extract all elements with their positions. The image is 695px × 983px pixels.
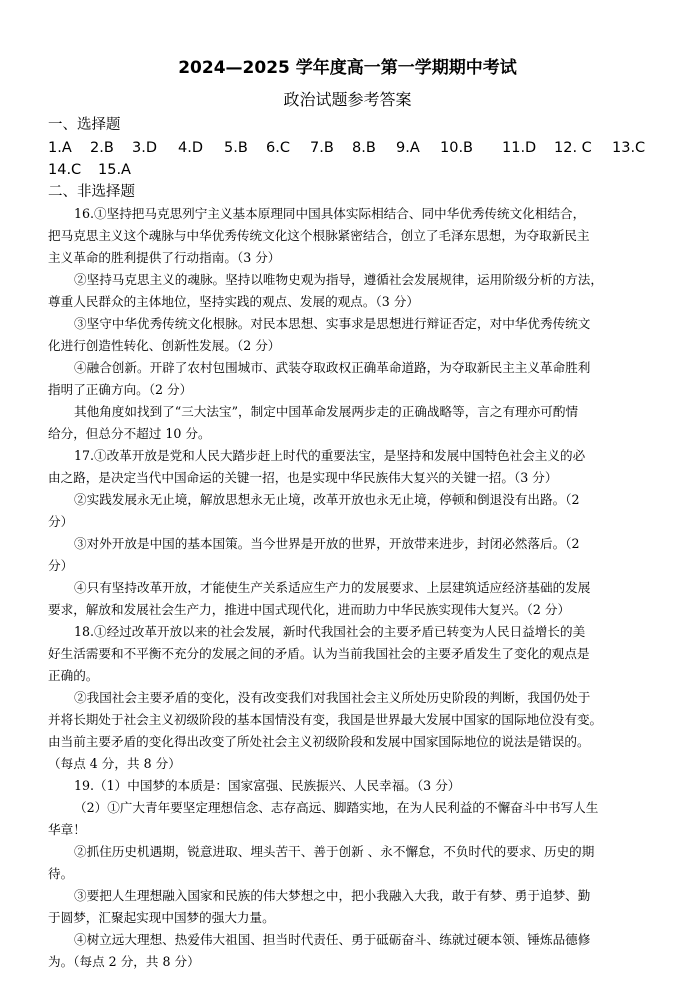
answer-text-line: 由之路，是决定当代中国命运的关键一招，也是实现中华民族伟大复兴的关键一招。（3 分） (48, 470, 558, 485)
answer-text-line: 好生活需要和不平衡不充分的发展之间的矛盾。认为当前我国社会的主要矛盾发生了变化的观点是 (48, 646, 590, 661)
mc-answer: 6.C (266, 140, 290, 156)
answer-text-line: ③要把人生理想融入国家和民族的伟大梦想之中，把小我融入大我，敢于有梦、勇于追梦、勤 (74, 888, 591, 903)
mc-answer: 5.B (224, 140, 248, 156)
answer-text-line: 由当前主要矛盾的变化得出改变了所处社会主义初级阶段和发展中国家国际地位的说法是错误的。 (48, 734, 590, 749)
answer-text-line: ③对外开放是中国的基本国策。当今世界是开放的世界，开放带来进步，封闭必然落后。（2 (74, 536, 580, 551)
answer-text-line: 化进行创造性转化、创新性发展。（2 分） (48, 338, 281, 353)
mc-answer: 2.B (90, 140, 114, 156)
mc-answer: 10.B (440, 140, 474, 156)
answer-text-line: 19.（1）中国梦的本质是：国家富强、民族振兴、人民幸福。（3 分） (74, 778, 461, 793)
answer-text-line: ④只有坚持改革开放，才能使生产关系适应生产力的发展要求、上层建筑适应经济基础的发展 (74, 580, 591, 595)
answer-text-line: 指明了正确方向。（2 分） (48, 382, 193, 397)
mc-answer: 11.D (502, 140, 537, 156)
answer-text-line: 其他角度如找到了“三大法宝”，制定中国革命发展两步走的正确战略等，言之有理亦可酌情 (74, 404, 579, 419)
answer-text-line: 16.①坚持把马克思列宁主义基本原理同中国具体实际相结合、同中华优秀传统文化相结合， (74, 206, 586, 221)
answer-text-line: ②抓住历史机遇期，锐意进取、埋头苦干、善于创新 、永不懈怠，不负时代的要求、历史的期 (74, 844, 595, 859)
answer-text-line: 主义革命的胜利提供了行动指南。（3 分） (48, 250, 281, 265)
mc-answer: 8.B (352, 140, 376, 156)
answer-text-line: 尊重人民群众的主体地位，坚持实践的观点、发展的观点。（3 分） (48, 294, 419, 309)
mc-answer: 15.A (98, 162, 131, 178)
mc-answer: 14.C (48, 162, 82, 178)
mc-answer: 9.A (396, 140, 420, 156)
document-title: 2024—2025 学年度高一第一学期期中考试 (178, 58, 517, 78)
answer-text-line: 分） (48, 514, 74, 529)
mc-answer: 3.D (132, 140, 157, 156)
answer-text-line: 待。 (48, 866, 74, 881)
answer-text-line: 于圆梦，汇聚起实现中国梦的强大力量。 (48, 910, 275, 925)
section-heading-nonchoice: 二、非选择题 (48, 184, 135, 200)
mc-answer: 12. C (554, 140, 592, 156)
answer-text-line: ④融合创新。开辟了农村包围城市、武装夺取政权正确革命道路，为夺取新民主主义革命胜利 (74, 360, 591, 375)
answer-text-line: 17.①改革开放是党和人民大踏步赶上时代的重要法宝，是坚持和发展中国特色社会主义的必 (74, 448, 586, 463)
answer-text-line: 并将长期处于社会主义初级阶段的基本国情没有变，我国是世界最大发展中国家的国际地位没有变。 (48, 712, 603, 727)
answer-text-line: ②坚持马克思主义的魂脉。坚持以唯物史观为指导，遵循社会发展规律，运用阶级分析的方法， (74, 272, 603, 287)
mc-answer: 4.D (178, 140, 203, 156)
answer-text-line: ②我国社会主要矛盾的变化，没有改变我们对我国社会主义所处历史阶段的判断，我国仍处于 (74, 690, 591, 705)
answer-text-line: ③坚守中华优秀传统文化根脉。对民本思想、实事求是思想进行辩证否定，对中华优秀传统文 (74, 316, 591, 331)
mc-answer: 1.A (48, 140, 72, 156)
answer-text-line: 分） (48, 558, 74, 573)
answer-text-line: 18.①经过改革开放以来的社会发展，新时代我国社会的主要矛盾已转变为人民日益增长的美 (74, 624, 586, 639)
answer-text-line: 要求，解放和发展社会生产力，推进中国式现代化，进而助力中华民族实现伟大复兴。（2 分） (48, 602, 571, 617)
answer-text-line: 正确的。 (48, 668, 99, 683)
answer-text-line: 华章！ (48, 822, 86, 837)
answer-text-line: （2）①广大青年要坚定理想信念、志存高远、脚踏实地，在为人民利益的不懈奋斗中书写人生 (74, 800, 599, 815)
section-heading-choice: 一、选择题 (48, 117, 121, 133)
answer-text-line: 把马克思主义这个魂脉与中华优秀传统文化这个根脉紧密结合，创立了毛泽东思想，为夺取新民主 (48, 228, 590, 243)
answer-text-line: 给分，但总分不超过 10 分。 (48, 426, 211, 441)
answer-text-line: ②实践发展永无止境，解放思想永无止境，改革开放也永无止境，停顿和倒退没有出路。（2 (74, 492, 580, 507)
mc-answer: 7.B (310, 140, 334, 156)
answer-text-line: （每点 4 分，共 8 分） (48, 756, 181, 771)
answer-text-line: 为。（每点 2 分，共 8 分） (48, 954, 200, 969)
answer-text-line: ④树立远大理想、热爱伟大祖国、担当时代责任、勇于砥砺奋斗、练就过硬本领、锤炼品德修 (74, 932, 591, 947)
document-subtitle: 政治试题参考答案 (283, 90, 412, 109)
mc-answer: 13.C (612, 140, 646, 156)
